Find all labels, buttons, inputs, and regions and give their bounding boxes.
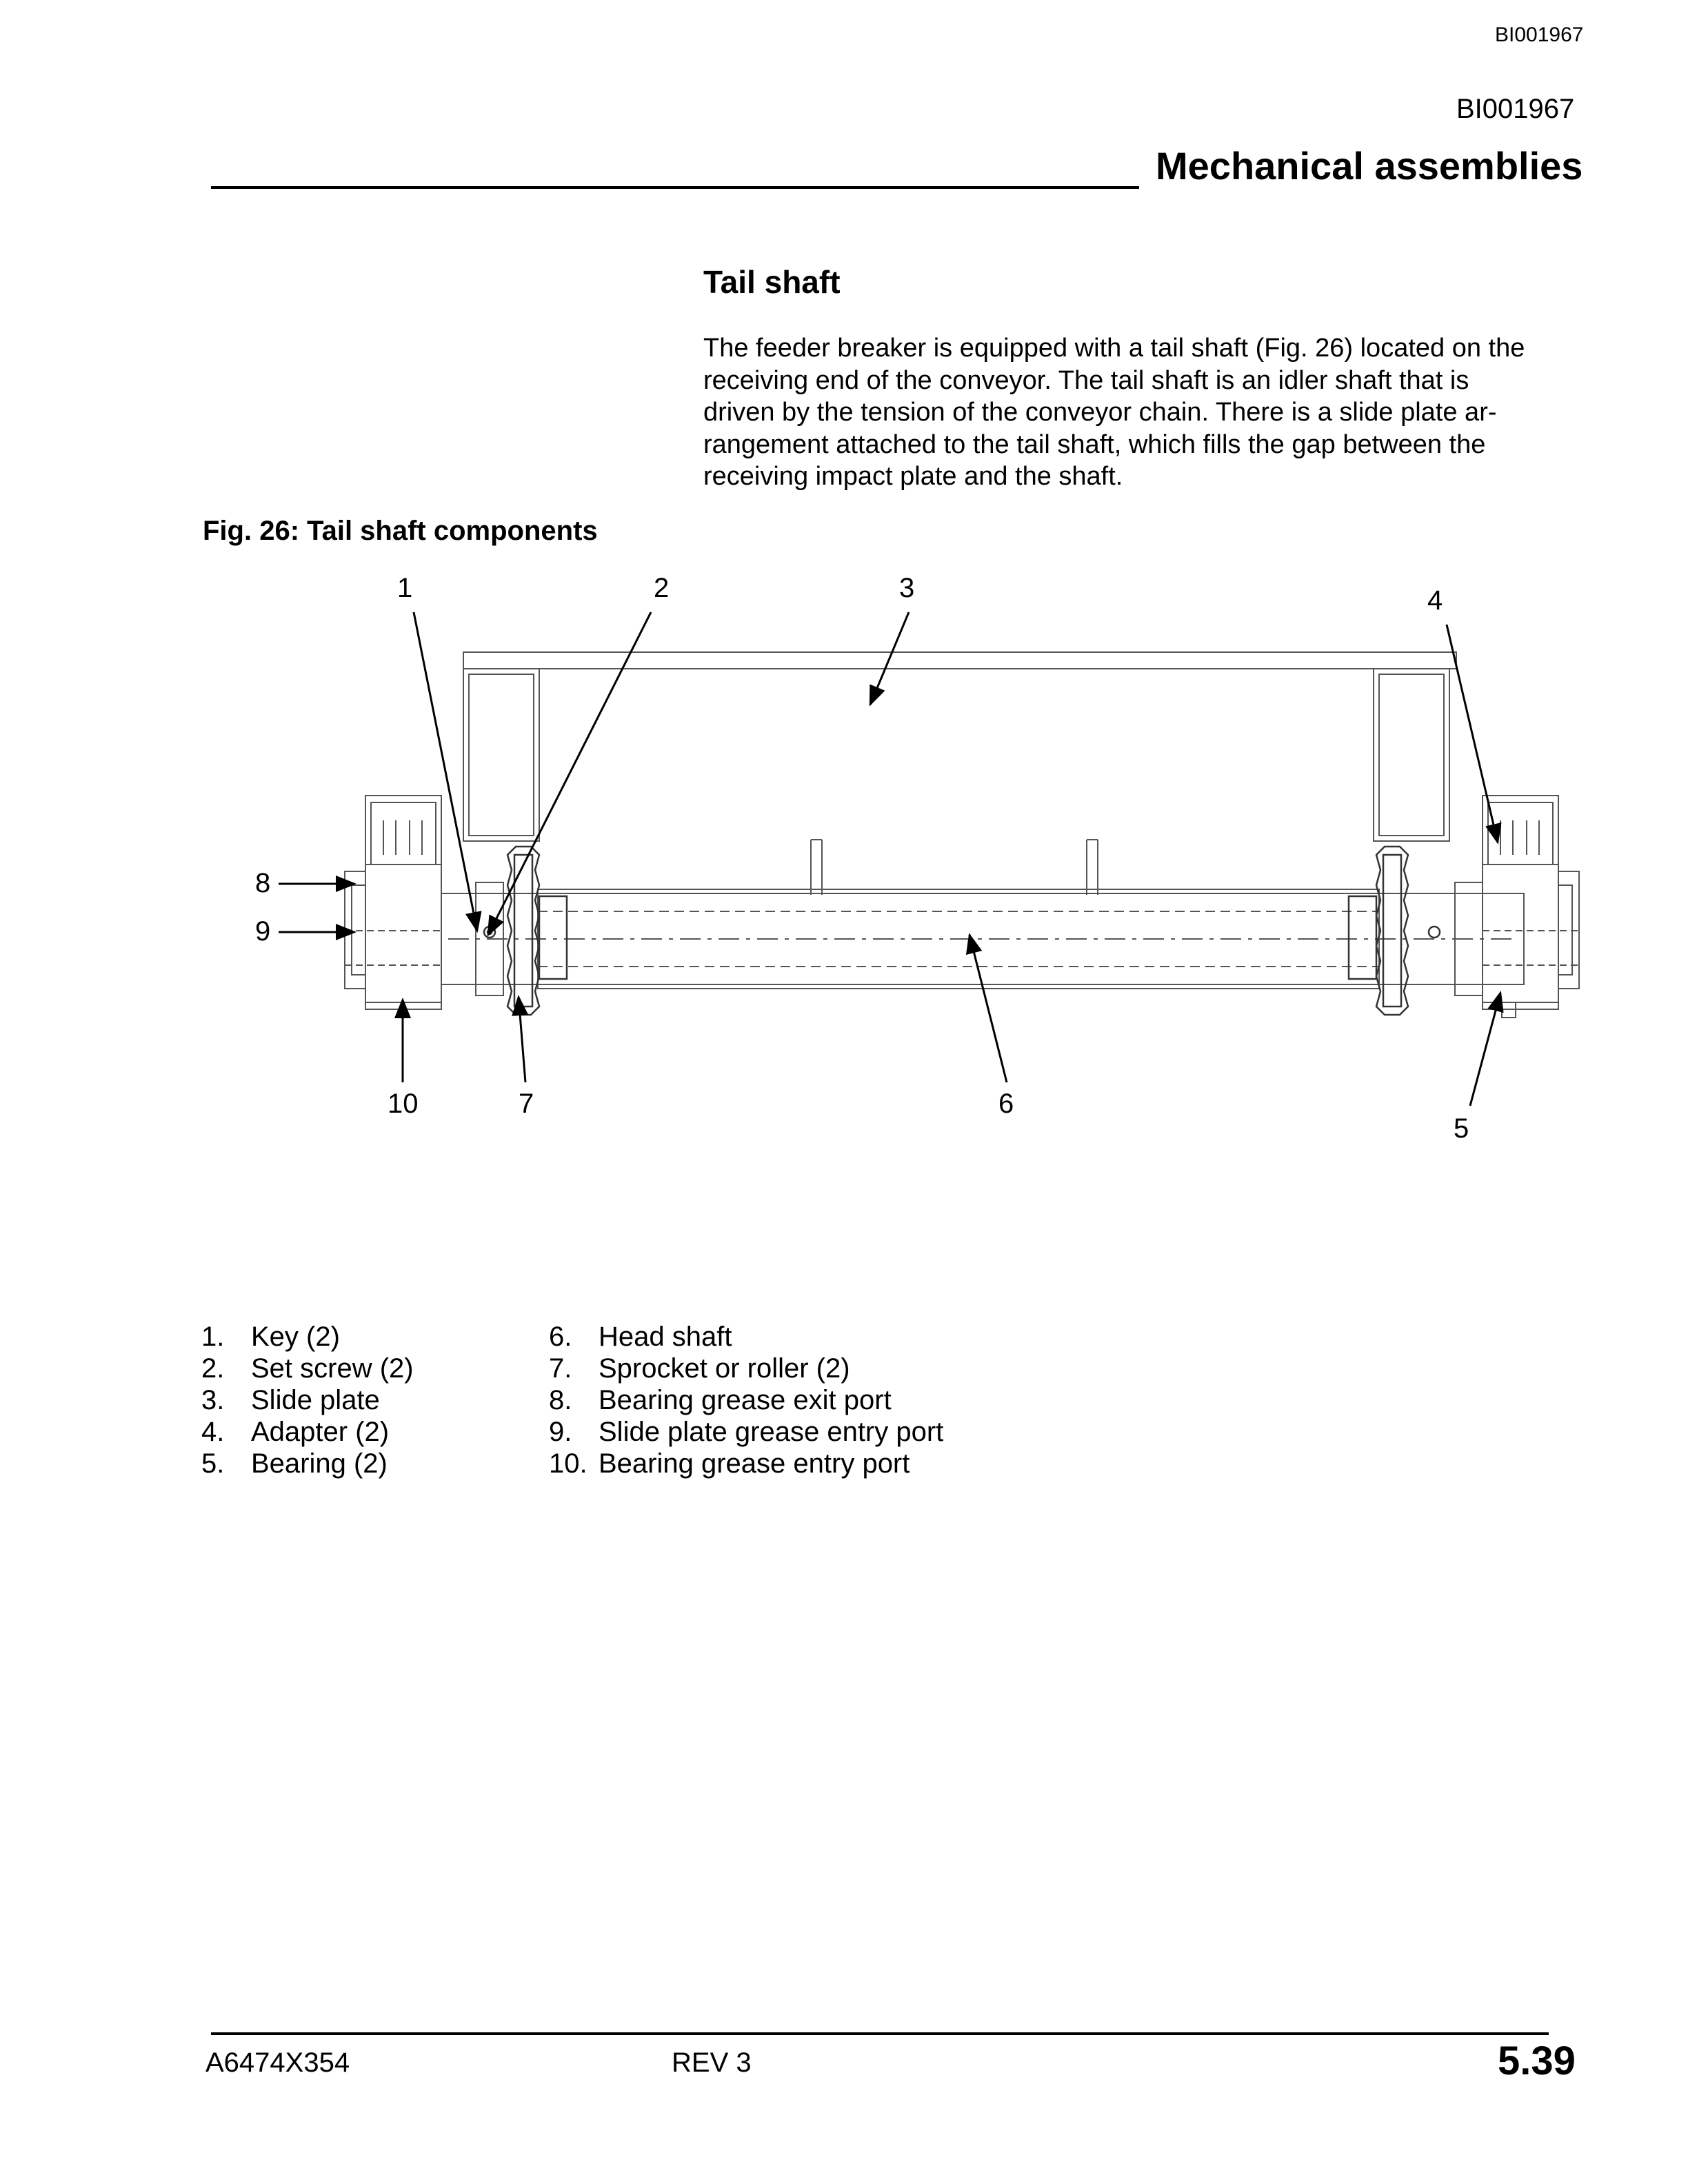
legend-item: [201, 1448, 414, 1479]
leader-2: [488, 612, 651, 935]
legend-item: [549, 1353, 943, 1384]
legend-label: Key (2): [251, 1322, 340, 1352]
legend-label: Sprocket or roller (2): [599, 1353, 850, 1384]
legend-label: Bearing (2): [251, 1448, 388, 1479]
header-rule: [211, 186, 1139, 189]
tail-shaft-figure: [0, 565, 1688, 1186]
intro-line: driven by the tension of the conveyor chain. There is a slide plate ar-: [703, 398, 1497, 427]
legend-label: Slide plate: [251, 1385, 380, 1415]
intro-line: receiving end of the conveyor. The tail shaft is an idler shaft that is: [703, 365, 1469, 395]
right-sprocket-drawing: [1349, 847, 1440, 1015]
legend-item: [201, 1321, 414, 1353]
callout-6: 6: [998, 1089, 1014, 1119]
subsection-title: Tail shaft: [703, 264, 841, 300]
legend-number: 1.: [201, 1322, 225, 1352]
legend-number: 8.: [549, 1385, 572, 1415]
callout-10: 10: [388, 1089, 419, 1119]
legend-number: 10.: [549, 1448, 587, 1479]
callout-8: 8: [255, 868, 271, 898]
legend-item: [201, 1353, 414, 1384]
legend-label: Adapter (2): [251, 1417, 390, 1447]
leader-6: [969, 935, 1007, 1082]
intro-line: receiving impact plate and the shaft.: [703, 462, 1123, 491]
document-id-top: BI001967: [1495, 23, 1584, 46]
page-number: 5.39: [1498, 2039, 1576, 2083]
legend-item: [201, 1384, 414, 1416]
intro-paragraph: [703, 332, 1600, 493]
legend-number: 6.: [549, 1322, 572, 1352]
legend-number: 3.: [201, 1385, 225, 1415]
legend-right-column: [549, 1321, 943, 1479]
legend-number: 5.: [201, 1448, 225, 1479]
figure-caption: Fig. 26: Tail shaft components: [203, 516, 598, 546]
callout-9: 9: [255, 916, 271, 947]
legend-item: [549, 1321, 943, 1353]
legend-number: 9.: [549, 1417, 572, 1447]
legend-number: 2.: [201, 1353, 225, 1384]
leader-lines: [279, 612, 1500, 1106]
callout-7: 7: [519, 1089, 534, 1119]
legend-label: Slide plate grease entry port: [599, 1417, 944, 1447]
left-sprocket-drawing: [484, 847, 567, 1015]
leader-1: [414, 612, 477, 931]
callout-3: 3: [899, 573, 915, 603]
legend-left-column: [201, 1321, 414, 1479]
callout-4: 4: [1427, 585, 1443, 616]
callout-labels: [255, 573, 1469, 1144]
footer-revision: REV 3: [672, 2048, 752, 2078]
legend-number: 4.: [201, 1417, 225, 1447]
callout-5: 5: [1454, 1113, 1469, 1144]
callout-2: 2: [654, 573, 670, 603]
leader-4: [1447, 625, 1498, 842]
legend-item: [549, 1416, 943, 1448]
footer-document-number: A6474X354: [205, 2048, 350, 2078]
leader-7: [519, 997, 525, 1082]
callout-1: 1: [397, 573, 413, 603]
footer-rule: [211, 2032, 1549, 2035]
legend-item: [201, 1416, 414, 1448]
left-bearing-drawing: [345, 796, 503, 1009]
intro-line: rangement attached to the tail shaft, which fills the gap between the: [703, 429, 1486, 459]
legend-label: Head shaft: [599, 1322, 732, 1352]
leader-3: [870, 612, 909, 705]
head-shaft-drawing: [441, 889, 1524, 989]
legend-number: 7.: [549, 1353, 572, 1384]
legend-label: Set screw (2): [251, 1353, 414, 1384]
legend-item: [549, 1448, 943, 1479]
legend-label: Bearing grease exit port: [599, 1385, 892, 1415]
intro-line: The feeder breaker is equipped with a tail shaft (Fig. 26) located on the: [703, 334, 1525, 363]
section-title: Mechanical assemblies: [1156, 144, 1583, 188]
document-id: BI001967: [1456, 94, 1575, 124]
legend-item: [549, 1384, 943, 1416]
legend-label: Bearing grease entry port: [599, 1448, 910, 1479]
